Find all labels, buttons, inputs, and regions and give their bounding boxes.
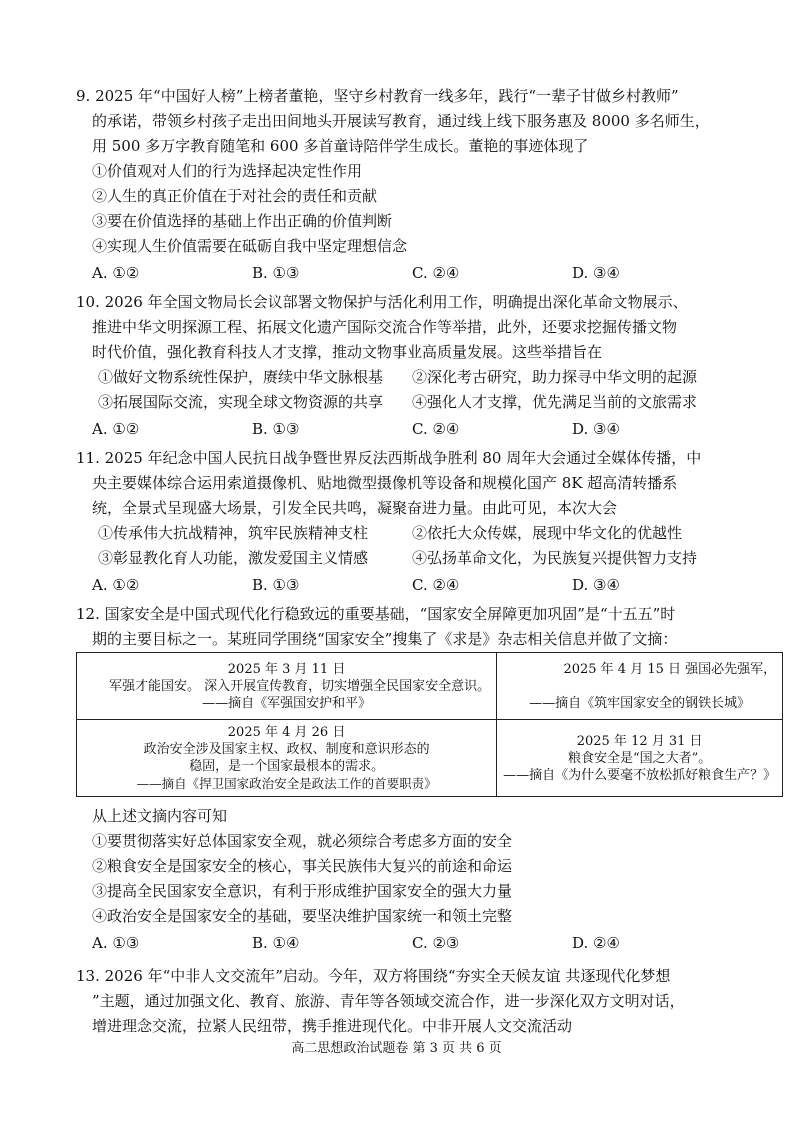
q12-item-3: ③提高全民国家安全意识，有利于形成维护国家安全的强大力量	[92, 882, 513, 900]
q12-lead: 从上述文摘内容可知	[92, 807, 228, 825]
q9-option-a[interactable]: A. ①②	[92, 264, 140, 282]
q13-stem-line-1: 13. 2026 年“中非人文交流年”启动。今年，双方将围绕“夯实全天候友谊 共逐现代化梦想	[76, 967, 671, 985]
excerpt-1-text: 军强才能国安。 深入开展宣传教育，切实增强全民国家安全意识。	[109, 678, 491, 694]
q10-stem-line-3: 时代价值，强化教育科技人才支撑，推动文物事业高质量发展。这些举措旨在	[92, 343, 603, 361]
excerpt-1-date: 2025 年 3 月 11 日	[227, 661, 346, 677]
excerpt-4-source: ——摘自《为什么要毫不放松抓好粮食生产？》	[503, 767, 777, 783]
q9-item-4: ④实现人生价值需要在砥砺自我中坚定理想信念	[92, 237, 408, 255]
q11-items-row-1	[76, 521, 736, 546]
q10-option-b[interactable]: B. ①③	[252, 420, 300, 438]
q11-item-2: ②依托大众传媒，展现中华文化的优越性	[412, 524, 683, 542]
q12-options	[76, 929, 736, 957]
q9-stem-line-2: 的承诺，带领乡村孩子走出田间地头开展读写教育，通过线上线下服务惠及 8000 多名师生，	[92, 112, 710, 130]
q10-option-a[interactable]: A. ①②	[92, 420, 140, 438]
excerpt-cell-3	[77, 720, 497, 797]
q12-stem-line-2: 期的主要目标之一。某班同学围绕“国家安全”搜集了《求是》杂志相关信息并做了文摘：	[92, 630, 678, 648]
excerpt-3-text-2: 稳固，是一个国家最根本的需求。	[189, 759, 385, 774]
q10-option-d[interactable]: D. ③④	[572, 420, 620, 438]
question-13	[76, 964, 736, 1039]
q11-option-c[interactable]: C. ②④	[412, 576, 460, 594]
q9-stem-line-1: 9. 2025 年“中国好人榜”上榜者董艳，坚守乡村教育一线多年，践行“一辈子甘做乡村教师”	[76, 87, 679, 105]
q12-item-1: ①要贯彻落实好总体国家安全观，就必须综合考虑多方面的安全	[92, 832, 513, 850]
q9-option-b[interactable]: B. ①③	[252, 264, 300, 282]
excerpt-1-source: ——摘自《军强国安护和平》	[202, 695, 372, 711]
q9-option-c[interactable]: C. ②④	[412, 264, 460, 282]
excerpt-4-date: 2025 年 12 月 31 日	[576, 733, 703, 749]
q11-stem-line-1: 11. 2025 年纪念中国人民抗日战争暨世界反法西斯战争胜利 80 周年大会通过全媒体传播，中	[76, 449, 702, 467]
excerpt-3-source: ——摘自《捍卫国家政治安全是政法工作的首要职责》	[136, 776, 437, 791]
q10-items-row-1	[76, 365, 736, 390]
q10-item-1: ①做好文物系统性保护，赓续中华文脉根基	[98, 368, 384, 386]
q12-option-d[interactable]: D. ②④	[572, 934, 620, 952]
excerpt-2-date: 2025 年 4 月 15 日 强国必先强军，	[563, 661, 777, 677]
question-11	[76, 446, 736, 599]
q13-stem-line-3: 增进理念交流，拉紧人民纽带，携手推进现代化。中非开展人文交流活动	[92, 1017, 573, 1035]
q12-option-b[interactable]: B. ①④	[252, 934, 300, 952]
q11-options	[76, 571, 736, 599]
q11-item-4: ④弘扬革命文化，为民族复兴提供智力支持	[412, 549, 698, 567]
excerpt-3-date: 2025 年 4 月 26 日	[227, 725, 346, 740]
q12-item-4: ④政治安全是国家安全的基础，要坚决维护国家统一和领土完整	[92, 907, 513, 925]
q11-items-row-2	[76, 546, 736, 571]
excerpt-cell-1	[77, 653, 497, 720]
q11-option-b[interactable]: B. ①③	[252, 576, 300, 594]
excerpt-3-text-1: 政治安全涉及国家主权、政权、制度和意识形态的	[143, 742, 430, 757]
q12-stem-line-1: 12. 国家安全是中国式现代化行稳致远的重要基础，“国家安全屏障更加巩固”是“十五五”时	[76, 605, 676, 623]
excerpt-cell-4	[497, 720, 783, 797]
q11-stem-line-2: 央主要媒体综合运用索道摄像机、贴地微型摄像机等设备和规模化国产 8K 超高清转播系	[92, 474, 678, 492]
q11-option-a[interactable]: A. ①②	[92, 576, 140, 594]
q10-item-2: ②深化考古研究，助力探寻中华文明的起源	[412, 368, 698, 386]
q9-item-1: ①价值观对人们的行为选择起决定性作用	[92, 162, 363, 180]
q12-option-c[interactable]: C. ②③	[412, 934, 460, 952]
excerpt-4-text: 粮食安全是“国之大者”。	[568, 750, 712, 766]
q11-item-1: ①传承伟大抗战精神，筑牢民族精神支柱	[98, 524, 369, 542]
q12-option-a[interactable]: A. ①③	[92, 934, 140, 952]
q12-item-2: ②粮食安全是国家安全的核心，事关民族伟大复兴的前途和命运	[92, 857, 513, 875]
excerpt-cell-2	[497, 653, 783, 720]
q10-items-row-2	[76, 390, 736, 415]
q9-option-d[interactable]: D. ③④	[572, 264, 620, 282]
question-9	[76, 84, 736, 287]
question-12	[76, 602, 736, 652]
question-10	[76, 290, 736, 443]
question-12-body	[76, 804, 736, 957]
q13-stem-line-2: ”主题，通过加强文化、教育、旅游、青年等各领域交流合作，进一步深化双方文明对话，	[92, 992, 685, 1010]
q9-options	[76, 259, 736, 287]
q10-stem-line-1: 10. 2026 年全国文物局长会议部署文物保护与活化利用工作，明确提出深化革命文物展示、	[76, 293, 688, 311]
q10-item-3: ③拓展国际交流，实现全球文物资源的共享	[98, 393, 384, 411]
q10-options	[76, 415, 736, 443]
q11-stem-line-3: 统，全景式呈现盛大场景，引发全民共鸣，凝聚奋进力量。由此可见，本次大会	[92, 499, 618, 517]
page-footer: 高二思想政治试题卷 第 3 页 共 6 页	[291, 1041, 502, 1056]
excerpt-table	[76, 652, 783, 797]
q9-stem-line-3: 用 500 多万字教育随笔和 600 多首童诗陪伴学生成长。董艳的事迹体现了	[92, 137, 589, 155]
q10-option-c[interactable]: C. ②④	[412, 420, 460, 438]
q10-stem-line-2: 推进中华文明探源工程、拓展文化遗产国际交流合作等举措，此外，还要求挖掘传播文物	[92, 318, 678, 336]
q11-option-d[interactable]: D. ③④	[572, 576, 620, 594]
q9-item-2: ②人生的真正价值在于对社会的责任和贡献	[92, 187, 378, 205]
q11-item-3: ③彰显教化育人功能，激发爱国主义情感	[98, 549, 369, 567]
q10-item-4: ④强化人才支撑，优先满足当前的文旅需求	[412, 393, 698, 411]
excerpt-2-text	[503, 678, 776, 695]
excerpt-2-source: ——摘自《筑牢国家安全的钢铁长城》	[529, 695, 751, 711]
q9-item-3: ③要在价值选择的基础上作出正确的价值判断	[92, 212, 393, 230]
